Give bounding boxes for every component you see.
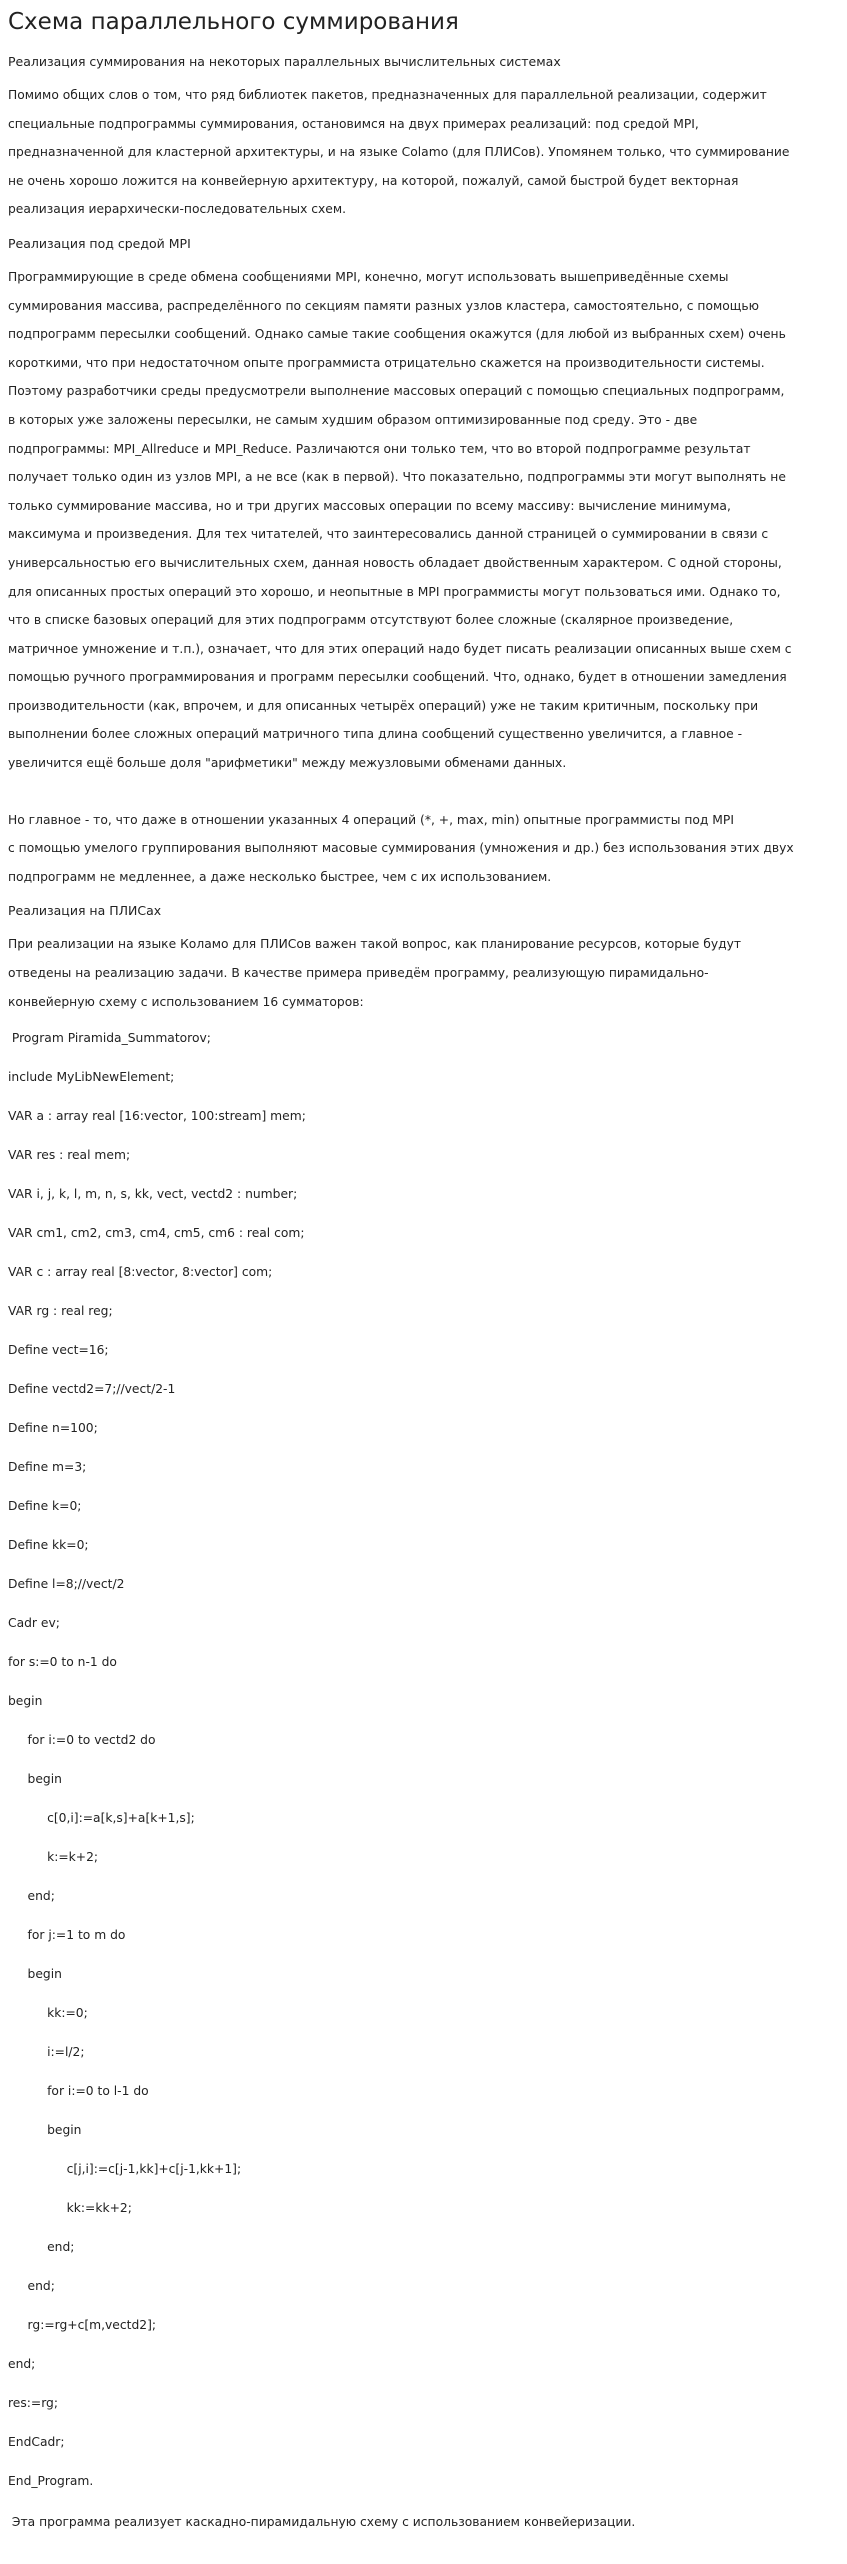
code-line: End_Program. xyxy=(8,2474,94,2489)
mpi-line: производительности (как, впрочем, и для описанных четырёх операций) уже не таким критичным, поскольку при xyxy=(8,698,759,713)
intro-line: реализация иерархически-последовательных схем. xyxy=(8,202,347,217)
code-line: Cadr ev; xyxy=(8,1616,60,1631)
mpi-main-paragraph xyxy=(8,806,837,892)
mpi-heading: Реализация под средой MPI xyxy=(8,235,191,251)
mpi-line: подпрограмм пересылки сообщений. Однако самые такие сообщения окажутся (для любой из выбранных схем) очень xyxy=(8,327,786,342)
code-line: res:=rg; xyxy=(8,2396,58,2411)
page-subtitle: Реализация суммирования на некоторых параллельных вычислительных системах xyxy=(8,54,561,69)
closing-note: Эта программа реализует каскадно-пирамидальную схему с использованием конвейеризации. xyxy=(8,2515,636,2530)
code-line: EndCadr; xyxy=(8,2435,65,2450)
code-line: Define m=3; xyxy=(8,1460,87,1475)
fpga-line: отведены на реализацию задачи. В качестве примера приведём программу, реализующую пирамидально- xyxy=(8,966,709,981)
code-line: for j:=1 to m do xyxy=(8,1928,126,1943)
code-line: Define vectd2=7;//vect/2-1 xyxy=(8,1382,176,1397)
mpi-line: Программирующие в среде обмена сообщениями MPI, конечно, могут использовать вышеприведённые схемы xyxy=(8,269,729,284)
page-title: Схема параллельного суммирования xyxy=(8,9,459,35)
code-line: Define n=100; xyxy=(8,1421,98,1436)
paragraph-spacer xyxy=(8,778,837,806)
mpi-line: подпрограммы: MPI_Allreduce и MPI_Reduce. Различаются они только тем, что во второй подпрограмме результат xyxy=(8,441,751,456)
mpi-line: что в списке базовых операций для этих подпрограмм отсутствуют более сложные (скалярное произведение, xyxy=(8,613,734,628)
code-line: VAR res : real mem; xyxy=(8,1148,131,1163)
intro-paragraph xyxy=(8,81,837,224)
mpi-line: максимума и произведения. Для тех читателей, что заинтересовались данной страницей о суммировании в связи с xyxy=(8,527,769,542)
mpi-main-line: подпрограмм не медленнее, а даже несколько быстрее, чем с их использованием. xyxy=(8,869,552,884)
mpi-line: матричное умножение и т.п.), означает, что для этих операций надо будет писать реализации описанных выше схем с xyxy=(8,641,792,656)
code-line: Program Piramida_Summatorov; xyxy=(8,1031,211,1046)
intro-line: не очень хорошо ложится на конвейерную архитектуру, на которой, пожалуй, самой быстрой будет векторная xyxy=(8,173,739,188)
code-line: rg:=rg+c[m,vectd2]; xyxy=(8,2318,157,2333)
code-line: VAR a : array real [16:vector, 100:stream] mem; xyxy=(8,1109,306,1124)
code-line: for i:=0 to vectd2 do xyxy=(8,1733,156,1748)
code-line: kk:=0; xyxy=(8,2006,88,2021)
code-line: VAR i, j, k, l, m, n, s, kk, vect, vectd2 : number; xyxy=(8,1187,298,1202)
program-listing xyxy=(8,1019,837,2501)
code-line: VAR rg : real reg; xyxy=(8,1304,113,1319)
code-line: Define k=0; xyxy=(8,1499,82,1514)
mpi-paragraph xyxy=(8,263,837,778)
mpi-line: помощью ручного программирования и программ пересылки сообщений. Что, однако, будет в отношении замедления xyxy=(8,670,787,685)
code-line: end; xyxy=(8,2357,36,2372)
code-line: c[0,i]:=a[k,s]+a[k+1,s]; xyxy=(8,1811,195,1826)
code-line: begin xyxy=(8,1772,62,1787)
code-line: end; xyxy=(8,2279,55,2294)
mpi-line: в которых уже заложены пересылки, не самым худшим образом оптимизированные под среду. Это - две xyxy=(8,412,698,427)
code-line: VAR c : array real [8:vector, 8:vector] com; xyxy=(8,1265,273,1280)
mpi-line: Поэтому разработчики среды предусмотрели выполнение массовых операций с помощью специальных подпрограмм, xyxy=(8,384,785,399)
mpi-line: только суммирование массива, но и три других массовых операции по всему массиву: вычисление минимума, xyxy=(8,498,731,513)
code-line: include MyLibNewElement; xyxy=(8,1070,175,1085)
code-line: Define kk=0; xyxy=(8,1538,89,1553)
mpi-line: суммирования массива, распределённого по секциям памяти разных узлов кластера, самостоятельно, с помощью xyxy=(8,298,759,313)
mpi-line: увеличится ещё больше доля "арифметики" между межузловыми обменами данных. xyxy=(8,756,567,771)
mpi-line: короткими, что при недостаточном опыте программиста отрицательно скажется на производительности системы. xyxy=(8,355,765,370)
mpi-line: выполнении более сложных операций матричного типа длина сообщений существенно увеличится, а главное - xyxy=(8,727,743,742)
code-line: Define vect=16; xyxy=(8,1343,109,1358)
code-line: begin xyxy=(8,1694,43,1709)
code-line: k:=k+2; xyxy=(8,1850,99,1865)
mpi-line: получает только один из узлов MPI, а не все (как в первой). Что показательно, подпрограммы эти могут выполнять не xyxy=(8,470,786,485)
fpga-heading: Реализация на ПЛИСах xyxy=(8,903,162,919)
code-line: c[j,i]:=c[j-1,kk]+c[j-1,kk+1]; xyxy=(8,2162,242,2177)
code-line: begin xyxy=(8,2123,82,2138)
fpga-paragraph xyxy=(8,930,837,1016)
mpi-line: универсальностью его вычислительных схем, данная новость обладает двойственным характером. С одной стороны, xyxy=(8,555,782,570)
code-line: end; xyxy=(8,1889,55,1904)
code-line: i:=l/2; xyxy=(8,2045,85,2060)
fpga-line: конвейерную схему с использованием 16 сумматоров: xyxy=(8,994,364,1009)
code-line: kk:=kk+2; xyxy=(8,2201,132,2216)
code-line: Define l=8;//vect/2 xyxy=(8,1577,125,1592)
code-line: begin xyxy=(8,1967,62,1982)
mpi-main-line: с помощью умелого группирования выполняют масовые суммирования (умножения и др.) без использования этих двух xyxy=(8,841,794,856)
intro-line: специальные подпрограммы суммирования, остановимся на двух примерах реализаций: под средой MPI, xyxy=(8,116,699,131)
code-line: VAR cm1, cm2, cm3, cm4, cm5, cm6 : real com; xyxy=(8,1226,305,1241)
fpga-line: При реализации на языке Коламо для ПЛИСов важен такой вопрос, как планирование ресурсов, которые будут xyxy=(8,937,742,952)
code-line: end; xyxy=(8,2240,75,2255)
mpi-line: для описанных простых операций это хорошо, и неопытные в MPI программисты могут пользоваться ими. Однако то, xyxy=(8,584,781,599)
intro-line: предназначенной для кластерной архитектуры, и на языке Colamo (для ПЛИСов). Упомянем только, что суммирование xyxy=(8,145,790,160)
code-line: for s:=0 to n-1 do xyxy=(8,1655,117,1670)
intro-line: Помимо общих слов о том, что ряд библиотек пакетов, предназначенных для параллельной реализации, содержит xyxy=(8,88,767,102)
code-line: for i:=0 to l-1 do xyxy=(8,2084,149,2099)
mpi-main-line: Но главное - то, что даже в отношении указанных 4 операций (*, +, max, min) опытные программисты под MPI xyxy=(8,812,734,827)
